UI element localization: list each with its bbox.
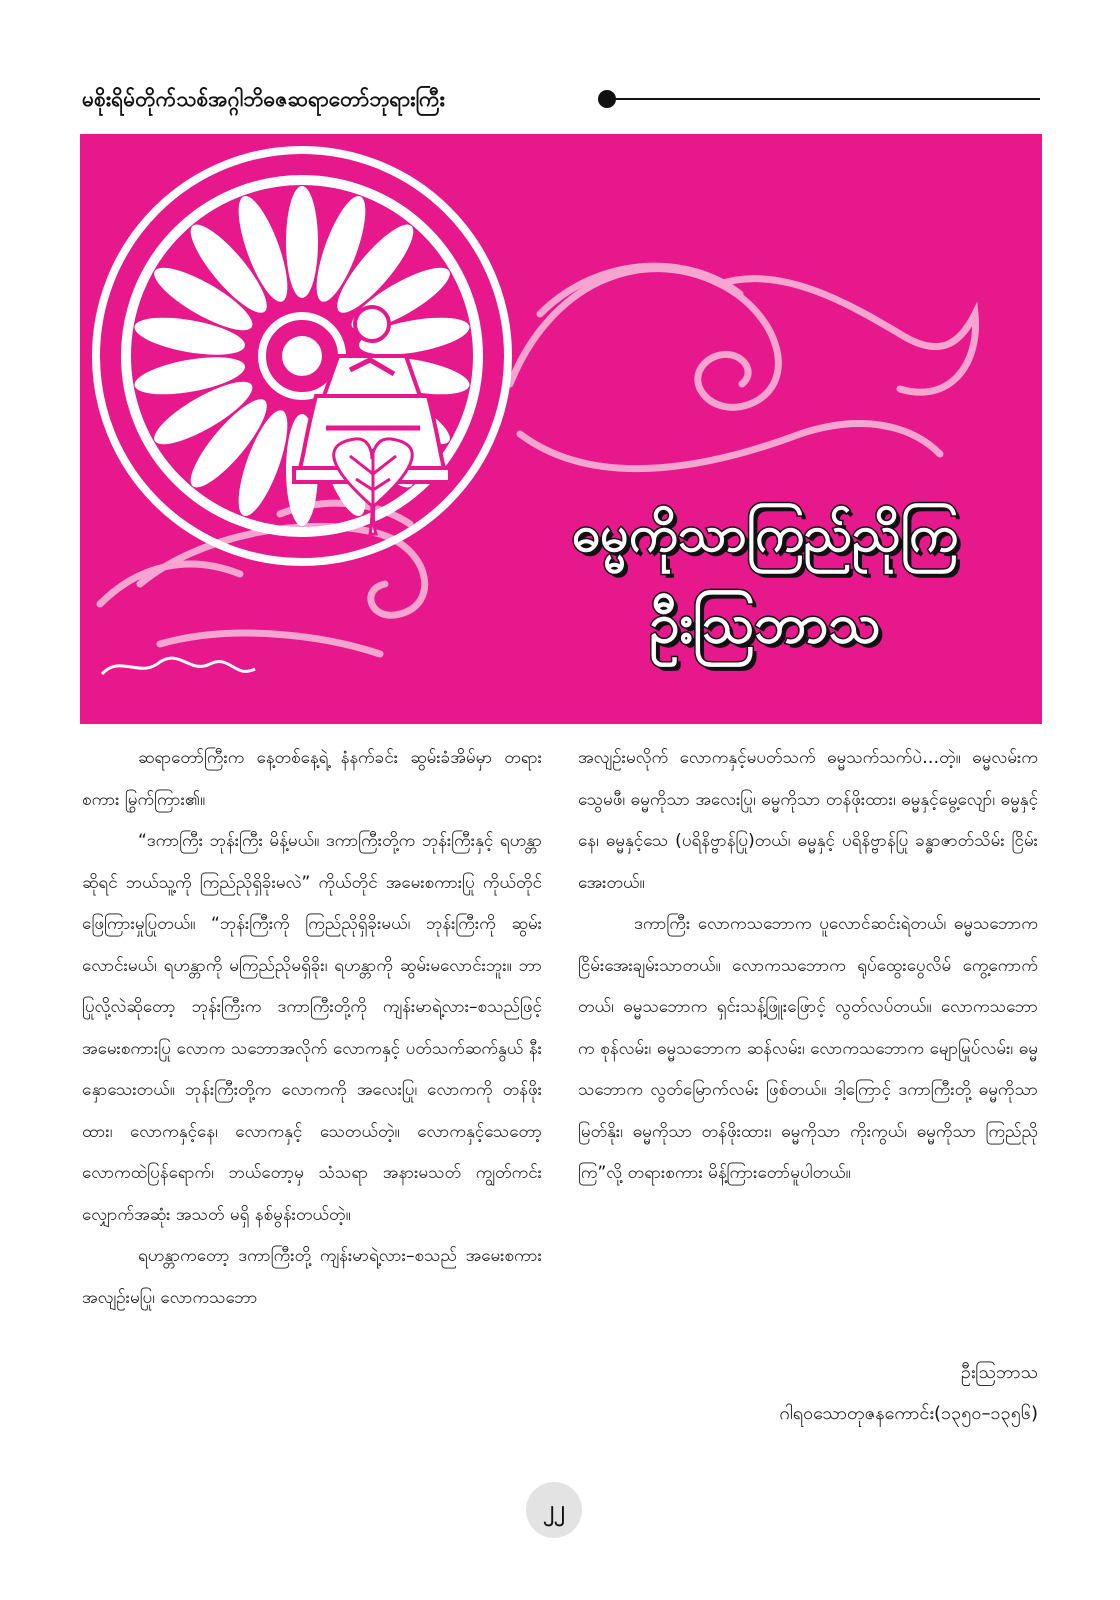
paragraph: “ဒကာကြီး ဘုန်းကြီး မိန့်မယ်။ ဒကာကြီးတို့က ဘုန်းကြီးနှင့် ရဟန္တာဆိုရင် ဘယ်သူ့ကို ကြည်ညိုရှိခိုးမလဲ” ကိုယ်တိုင် အမေးစကားပြု ကိုယ်တိုင်ဖြေကြားမှုပြုတယ်။ “ဘုန်းကြီးကို ကြည်ညိုရှိခိုးမယ်၊ ဘုန်းကြီးကို ဆွမ်းလောင်းမယ်၊ ရဟန္တာကို မကြည်ညိုမရှိခိုး၊ ရဟန္တာကို ဆွမ်းမလောင်းဘူး။ ဘာပြုလို့လဲဆိုတော့ ဘုန်းကြီးက ဒကာကြီးတို့ကို ကျန်းမာရဲ့လား–စသည်ဖြင့် အမေးစကားပြု လောက သဘောအလိုက် လောကနှင့် ပတ်သက်ဆက်နွယ် နီးနှောသေးတယ်။ ဘုန်းကြီးတို့က လောကကို အလေးပြု၊ လောကကို တန်ဖိုးထား၊ လောကနှင့်နေ၊ လောကနှင့် သေတယ်တဲ့။ လောကနှင့်သေတော့ လောကထဲပြန်ရောက်၊ ဘယ်တော့မှ သံသရာ အနားမသတ် ကျွတ်ကင်းလျှောက်အဆုံး အသတ် မရှိ နစ်မွန်းတယ်တဲ့။ <box>82 831 542 1225</box>
banner-author: ဦးသြဘာသ <box>649 592 881 655</box>
signature-name: ဦးသြဘာသ <box>960 1362 1038 1383</box>
page-number: ၂၂ <box>526 1482 582 1538</box>
article-column-right <box>578 738 1038 1195</box>
banner-title: ဓမ္မကိုသာကြည်ညိုကြ <box>572 505 958 563</box>
header-title: မစိုးရိမ်တိုက်သစ်အဂ္ဂါဘိဓဇဆရာတော်ဘုရားကြီး <box>82 87 445 111</box>
wheel-icon <box>96 150 508 562</box>
artist-signature-icon <box>102 658 255 674</box>
paragraph: ဒကာကြီး လောကသဘောက ပူလောင်ဆင်းရဲတယ်၊ ဓမ္မသဘောက ငြိမ်းအေးချမ်းသာတယ်။ လောကသဘောက ရုပ်ထွေးပွေလိမ် ကွေ့ကောက်တယ်၊ ဓမ္မသဘောက ရှင်းသန့်ဖြူးဖြောင့် လွတ်လပ်တယ်။ လောကသဘောက စုန်လမ်း၊ ဓမ္မသဘောက ဆန်လမ်း၊ လောကသဘောက မျောမြုပ်လမ်း၊ ဓမ္မသဘောက လွတ်မြောက်လမ်း ဖြစ်တယ်။ ဒါ့ကြောင့် ဒကာကြီးတို့ ဓမ္မကိုသာ မြတ်နိုး၊ ဓမ္မကိုသာ တန်ဖိုးထား၊ ဓမ္မကိုသာ ကိုးကွယ်၊ ဓမ္မကိုသာ ကြည်ညိုကြ”လို့ တရားစကား မိန့်ကြားတော်မူပါတယ်။ <box>578 914 1038 1183</box>
running-header <box>82 82 1040 122</box>
article-column-left <box>82 738 542 1319</box>
paragraph: ရဟန္တာကတော့ ဒကာကြီးတို့ ကျန်းမာရဲ့လား–စသည် အမေးစကား အလျဉ်းမပြု၊ လောကသဘော <box>82 1246 542 1308</box>
header-rule <box>614 98 1040 100</box>
paragraph: အလျဉ်းမလိုက် လောကနှင့်မပတ်သက် ဓမ္မသက်သက်ပဲ…တဲ့။ ဓမ္မလမ်းက သွေမဖီ၊ ဓမ္မကိုသာ အလေးပြု၊ ဓမ္မကိုသာ တန်ဖိုးထား၊ ဓမ္မနှင့်မွေ့လျော်၊ ဓမ္မနှင့်နေ၊ ဓမ္မနှင့်သေ (ပရိနိဗ္ဗာန်ပြု)တယ်၊ ဓမ္မနှင့် ပရိနိဗ္ဗာန်ပြု ခန္ဓာဇာတ်သိမ်း ငြိမ်းအေးတယ်။ <box>578 748 1038 893</box>
paragraph: ဆရာတော်ကြီးက နေ့တစ်နေ့ရဲ့ နံနက်ခင်း ဆွမ်းခံအိမ်မှာ တရားစကား မြွက်ကြား၏။ <box>82 748 542 810</box>
signature-line: ဂါရဝသောတုဇနကောင်း(၁၃၅၀–၁၃၅၆) <box>779 1403 1038 1424</box>
title-banner <box>80 134 1042 724</box>
